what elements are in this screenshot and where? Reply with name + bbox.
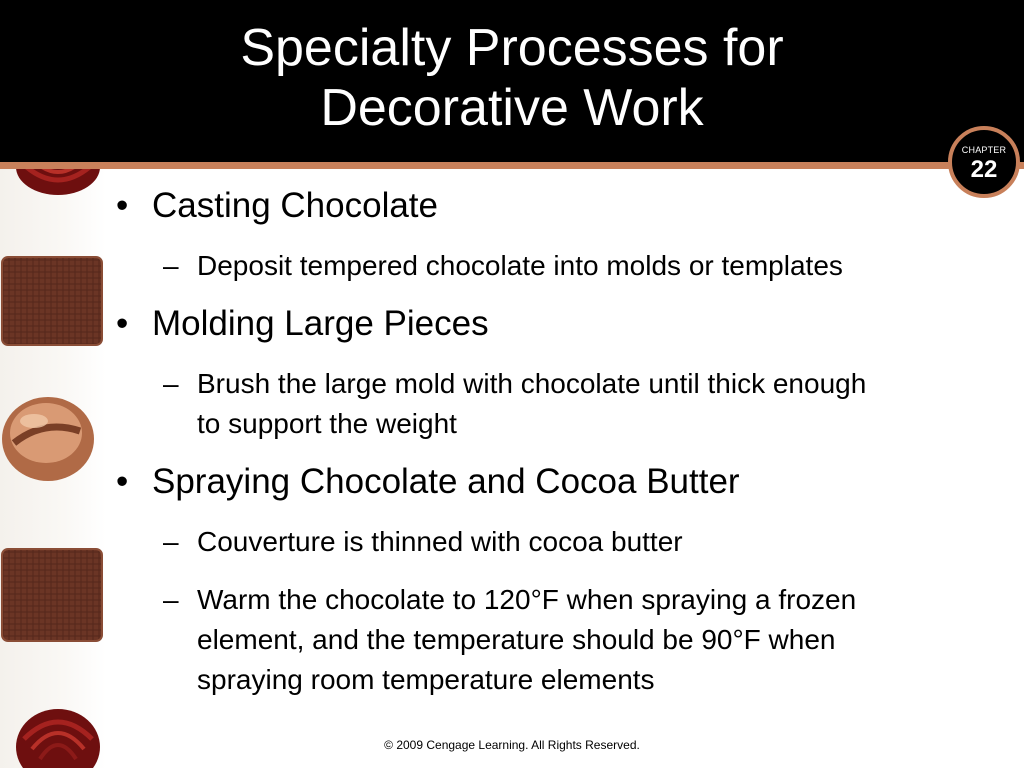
sub-bullet-text: Brush the large mold with chocolate until thick enough to support the weight — [197, 368, 867, 439]
textured-square-chocolate-image — [0, 543, 106, 645]
red-swirl-chocolate-image — [10, 699, 106, 768]
title-line-1: Specialty Processes for — [240, 19, 784, 77]
dash-marker: – — [163, 584, 179, 615]
dash-marker: – — [163, 526, 179, 557]
bullet-text: Molding Large Pieces — [152, 304, 489, 343]
bullet-marker: • — [116, 462, 129, 501]
red-swirl-chocolate-image — [10, 169, 106, 197]
sub-bullet — [116, 522, 1006, 562]
dash-marker: – — [163, 368, 179, 399]
sub-bullet — [116, 364, 897, 444]
accent-divider — [0, 162, 1024, 169]
bullet-marker: • — [116, 186, 129, 225]
chapter-label: CHAPTER — [961, 145, 1007, 155]
textured-square-chocolate-image — [0, 251, 106, 351]
title-bar — [0, 0, 1024, 162]
slide-title — [0, 18, 1024, 138]
dash-marker: – — [163, 250, 179, 281]
bullet-text: Spraying Chocolate and Cocoa Butter — [152, 462, 740, 501]
bullet-casting-chocolate — [116, 186, 1006, 226]
copyright-footer: © 2009 Cengage Learning. All Rights Reserved. — [384, 738, 640, 752]
slide-body — [116, 186, 1006, 718]
sub-bullet-text: Warm the chocolate to 120°F when spraying a frozen element, and the temperature should be 90°F when spraying room temperature elements — [197, 584, 857, 695]
bullet-text: Casting Chocolate — [152, 186, 438, 225]
caramel-bean-chocolate-image — [0, 391, 106, 487]
bullet-marker: • — [116, 304, 129, 343]
sub-bullet — [116, 246, 1006, 286]
sub-bullet-text: Deposit tempered chocolate into molds or templates — [197, 250, 843, 281]
sub-bullet-text: Couverture is thinned with cocoa butter — [197, 526, 683, 557]
title-line-2: Decorative Work — [320, 79, 704, 137]
sub-bullet — [116, 580, 917, 700]
chocolate-decor-strip — [0, 169, 106, 768]
bullet-molding-large-pieces — [116, 304, 1006, 344]
chapter-number: 22 — [970, 156, 998, 183]
bullet-spraying-chocolate — [116, 462, 1006, 502]
